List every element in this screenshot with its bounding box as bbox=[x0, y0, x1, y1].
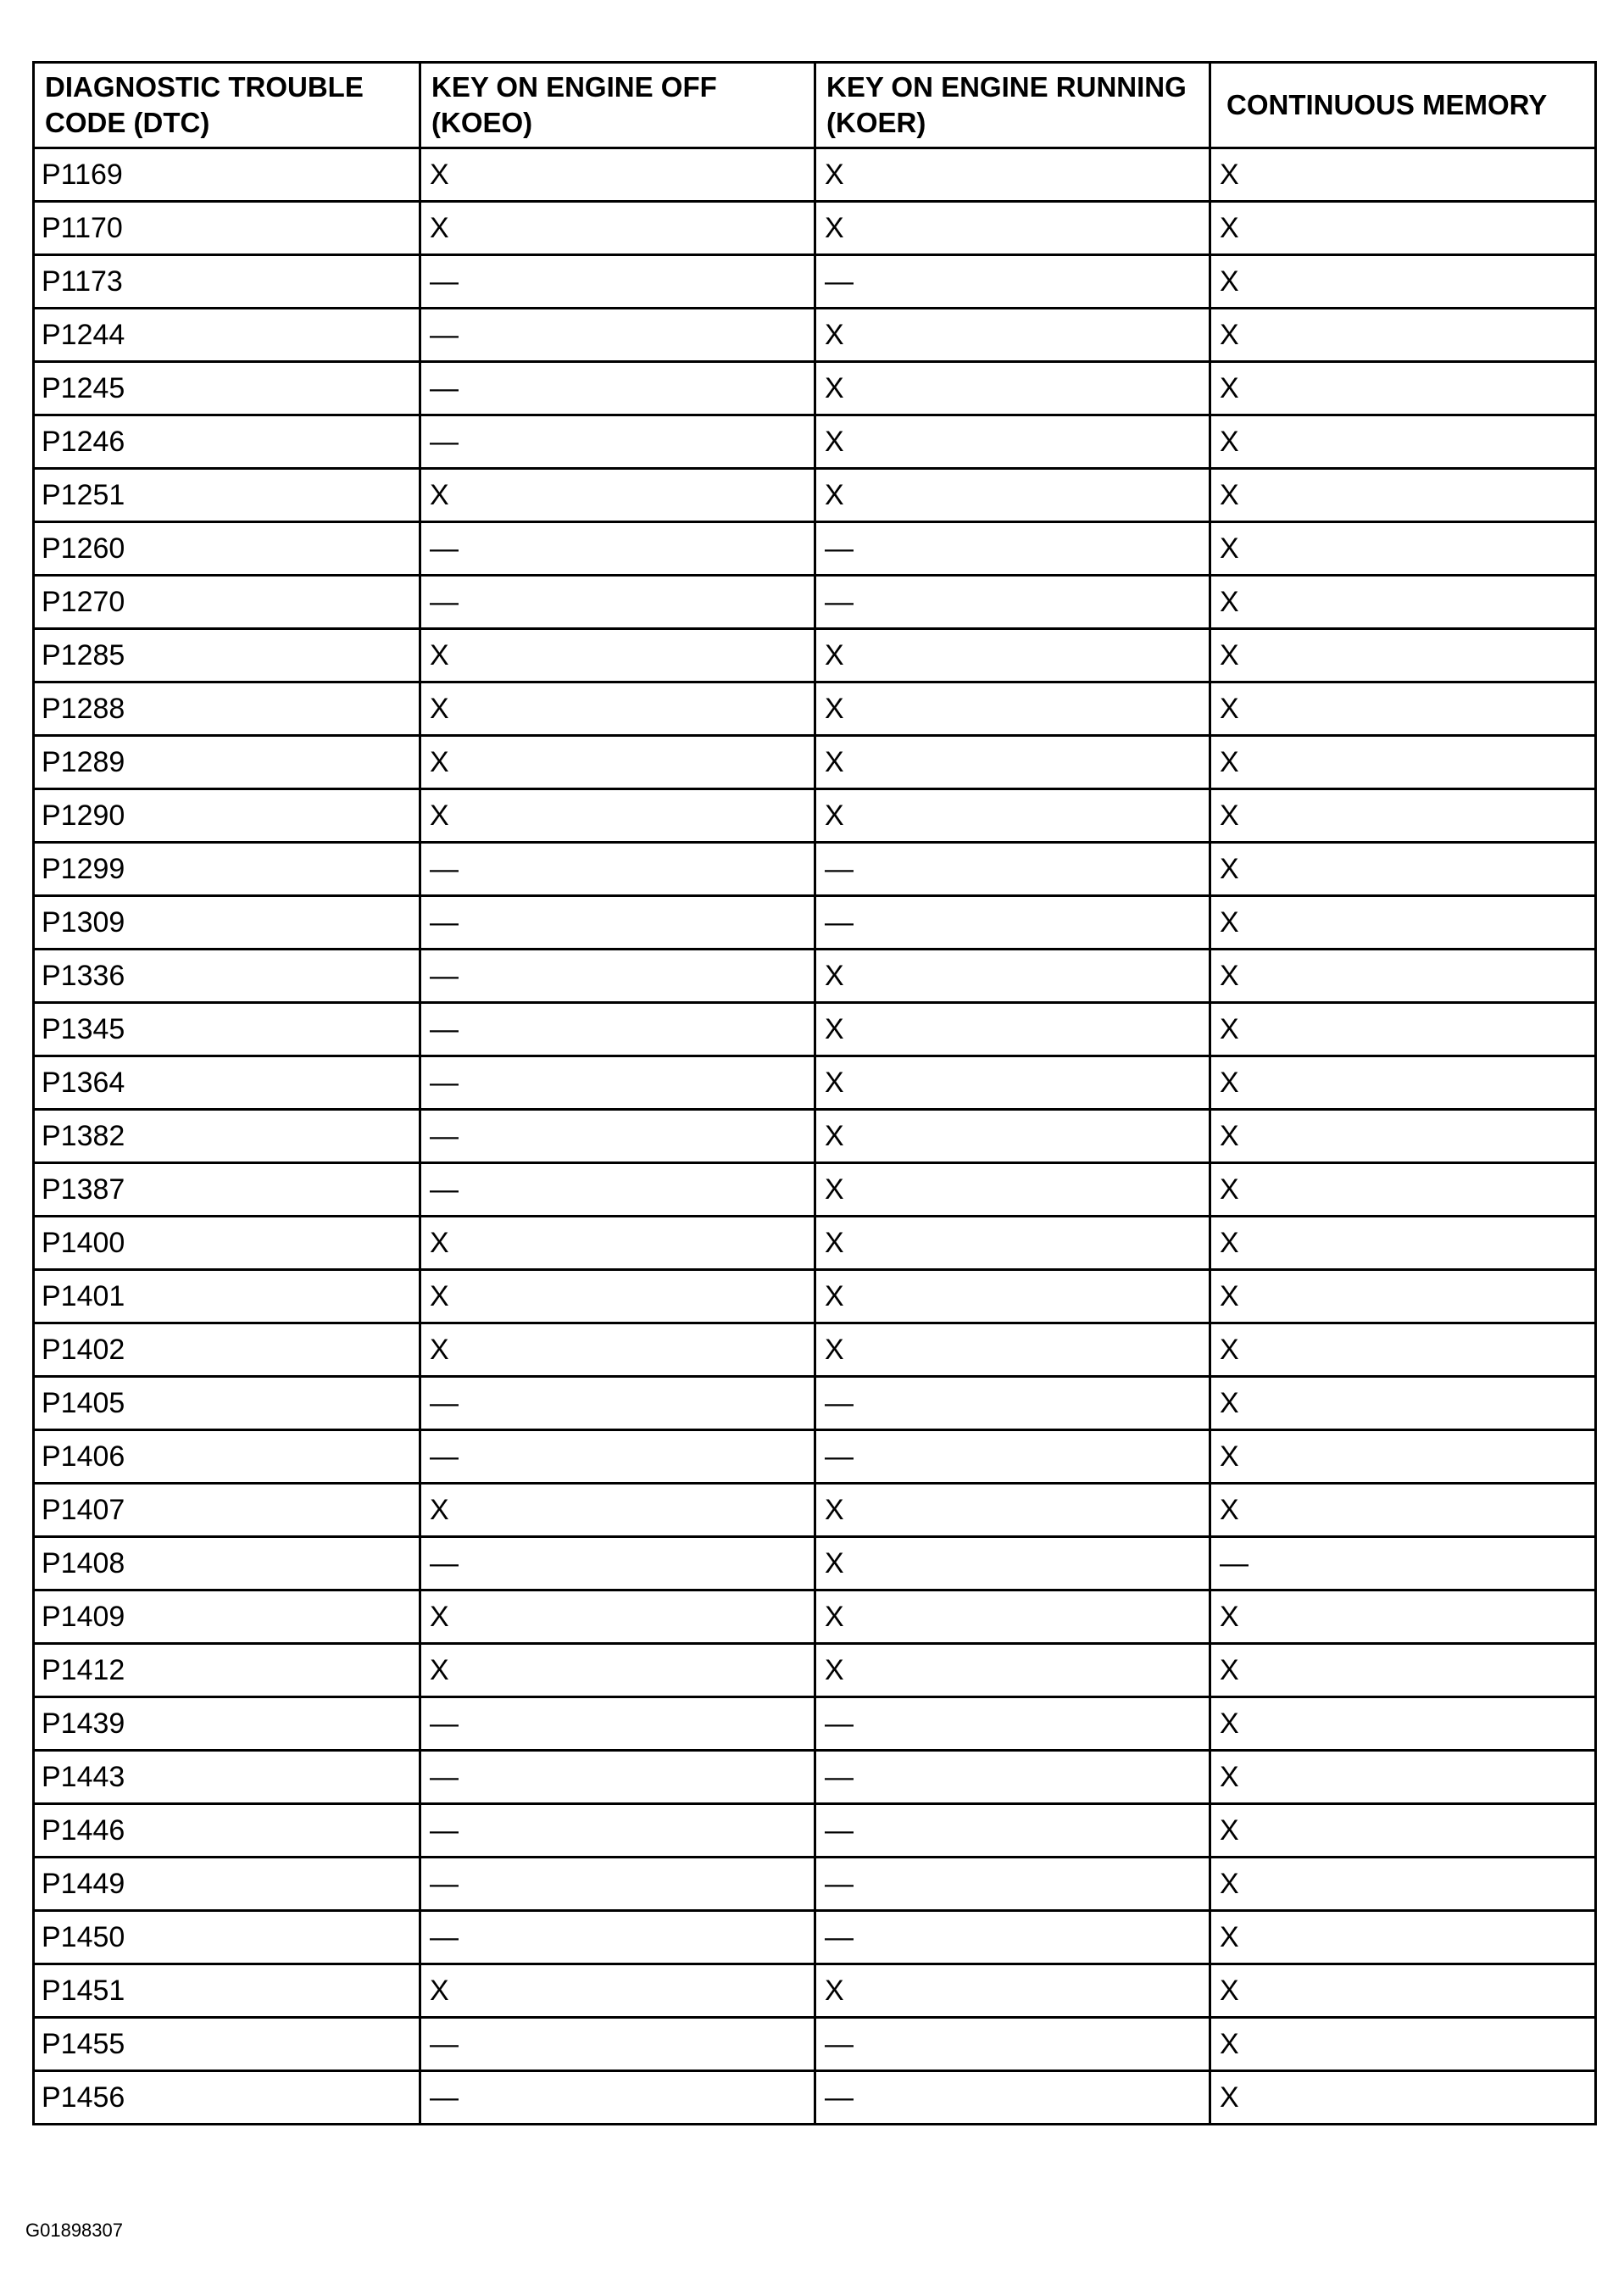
cell-dtc-code: P1408 bbox=[34, 1537, 420, 1590]
cell-koer: — bbox=[815, 843, 1210, 896]
table-row bbox=[34, 1590, 1596, 1644]
cell-dtc-code: P1251 bbox=[34, 469, 420, 522]
cell-continuous-memory: X bbox=[1210, 1697, 1596, 1751]
cell-continuous-memory: X bbox=[1210, 415, 1596, 469]
cell-continuous-memory: X bbox=[1210, 1430, 1596, 1484]
table-row bbox=[34, 362, 1596, 415]
cell-koeo: — bbox=[420, 1110, 815, 1163]
cell-koer: X bbox=[815, 950, 1210, 1003]
cell-dtc-code: P1173 bbox=[34, 255, 420, 309]
cell-koer: — bbox=[815, 1430, 1210, 1484]
cell-koer: X bbox=[815, 1964, 1210, 2018]
cell-dtc-code: P1345 bbox=[34, 1003, 420, 1056]
cell-dtc-code: P1336 bbox=[34, 950, 420, 1003]
table-row bbox=[34, 1484, 1596, 1537]
cell-dtc-code: P1407 bbox=[34, 1484, 420, 1537]
cell-koer: X bbox=[815, 148, 1210, 202]
cell-continuous-memory: X bbox=[1210, 1377, 1596, 1430]
table-row bbox=[34, 1110, 1596, 1163]
table-row bbox=[34, 1377, 1596, 1430]
cell-koer: — bbox=[815, 1804, 1210, 1858]
cell-koeo: — bbox=[420, 896, 815, 950]
cell-koer: X bbox=[815, 1003, 1210, 1056]
cell-koeo: X bbox=[420, 682, 815, 736]
cell-dtc-code: P1309 bbox=[34, 896, 420, 950]
table-row bbox=[34, 896, 1596, 950]
table-row bbox=[34, 1163, 1596, 1217]
cell-continuous-memory: X bbox=[1210, 576, 1596, 629]
header-continuous-memory: CONTINUOUS MEMORY bbox=[1210, 63, 1596, 148]
table-row bbox=[34, 629, 1596, 682]
cell-dtc-code: P1289 bbox=[34, 736, 420, 789]
cell-continuous-memory: X bbox=[1210, 950, 1596, 1003]
table-row bbox=[34, 202, 1596, 255]
table-row bbox=[34, 1964, 1596, 2018]
header-dtc: DIAGNOSTIC TROUBLE CODE (DTC) bbox=[34, 63, 420, 148]
cell-continuous-memory: X bbox=[1210, 1484, 1596, 1537]
table-row bbox=[34, 1003, 1596, 1056]
table-row bbox=[34, 1751, 1596, 1804]
cell-koer: X bbox=[815, 1217, 1210, 1270]
cell-dtc-code: P1455 bbox=[34, 2018, 420, 2071]
cell-dtc-code: P1450 bbox=[34, 1911, 420, 1964]
cell-continuous-memory: X bbox=[1210, 1056, 1596, 1110]
table-row bbox=[34, 255, 1596, 309]
cell-dtc-code: P1169 bbox=[34, 148, 420, 202]
cell-koeo: X bbox=[420, 736, 815, 789]
cell-dtc-code: P1401 bbox=[34, 1270, 420, 1323]
cell-koeo: X bbox=[420, 1644, 815, 1697]
table-row bbox=[34, 309, 1596, 362]
cell-koeo: — bbox=[420, 1430, 815, 1484]
cell-koer: X bbox=[815, 1644, 1210, 1697]
cell-dtc-code: P1270 bbox=[34, 576, 420, 629]
cell-continuous-memory: X bbox=[1210, 1858, 1596, 1911]
cell-dtc-code: P1402 bbox=[34, 1323, 420, 1377]
table-row bbox=[34, 415, 1596, 469]
cell-continuous-memory: X bbox=[1210, 1217, 1596, 1270]
cell-koer: X bbox=[815, 1323, 1210, 1377]
cell-koeo: — bbox=[420, 576, 815, 629]
cell-continuous-memory: X bbox=[1210, 1003, 1596, 1056]
cell-koeo: — bbox=[420, 309, 815, 362]
cell-koeo: — bbox=[420, 2018, 815, 2071]
cell-koer: X bbox=[815, 362, 1210, 415]
cell-koeo: X bbox=[420, 469, 815, 522]
cell-dtc-code: P1439 bbox=[34, 1697, 420, 1751]
cell-continuous-memory: X bbox=[1210, 148, 1596, 202]
cell-continuous-memory: X bbox=[1210, 1270, 1596, 1323]
cell-continuous-memory: X bbox=[1210, 522, 1596, 576]
cell-koeo: — bbox=[420, 1003, 815, 1056]
cell-dtc-code: P1451 bbox=[34, 1964, 420, 2018]
cell-koeo: — bbox=[420, 1804, 815, 1858]
cell-koer: X bbox=[815, 1484, 1210, 1537]
table-row bbox=[34, 1323, 1596, 1377]
cell-continuous-memory: X bbox=[1210, 682, 1596, 736]
cell-koer: X bbox=[815, 1270, 1210, 1323]
cell-continuous-memory: X bbox=[1210, 255, 1596, 309]
cell-koer: — bbox=[815, 1377, 1210, 1430]
cell-koeo: — bbox=[420, 522, 815, 576]
cell-dtc-code: P1246 bbox=[34, 415, 420, 469]
cell-koeo: — bbox=[420, 1751, 815, 1804]
header-koer: KEY ON ENGINE RUNNING (KOER) bbox=[815, 63, 1210, 148]
cell-dtc-code: P1244 bbox=[34, 309, 420, 362]
cell-dtc-code: P1382 bbox=[34, 1110, 420, 1163]
cell-koer: — bbox=[815, 1697, 1210, 1751]
cell-koeo: X bbox=[420, 148, 815, 202]
table-row bbox=[34, 1911, 1596, 1964]
cell-dtc-code: P1400 bbox=[34, 1217, 420, 1270]
table-row bbox=[34, 576, 1596, 629]
cell-koer: X bbox=[815, 309, 1210, 362]
cell-continuous-memory: X bbox=[1210, 1911, 1596, 1964]
cell-koeo: — bbox=[420, 950, 815, 1003]
table-row bbox=[34, 469, 1596, 522]
cell-continuous-memory: X bbox=[1210, 202, 1596, 255]
table-row bbox=[34, 682, 1596, 736]
cell-continuous-memory: X bbox=[1210, 896, 1596, 950]
cell-continuous-memory: X bbox=[1210, 1163, 1596, 1217]
table-row bbox=[34, 1858, 1596, 1911]
cell-koeo: X bbox=[420, 789, 815, 843]
table-header bbox=[34, 63, 1596, 148]
cell-continuous-memory: X bbox=[1210, 629, 1596, 682]
cell-koer: — bbox=[815, 255, 1210, 309]
cell-koeo: — bbox=[420, 1537, 815, 1590]
cell-koer: — bbox=[815, 1858, 1210, 1911]
cell-dtc-code: P1285 bbox=[34, 629, 420, 682]
cell-koer: — bbox=[815, 522, 1210, 576]
cell-continuous-memory: X bbox=[1210, 843, 1596, 896]
cell-continuous-memory: X bbox=[1210, 309, 1596, 362]
cell-koer: X bbox=[815, 1163, 1210, 1217]
cell-koer: X bbox=[815, 629, 1210, 682]
cell-koer: — bbox=[815, 1751, 1210, 1804]
cell-koeo: X bbox=[420, 1270, 815, 1323]
cell-continuous-memory: X bbox=[1210, 362, 1596, 415]
table-row bbox=[34, 1056, 1596, 1110]
cell-koeo: — bbox=[420, 2071, 815, 2125]
cell-continuous-memory: X bbox=[1210, 469, 1596, 522]
cell-koer: X bbox=[815, 469, 1210, 522]
table-row bbox=[34, 1644, 1596, 1697]
cell-continuous-memory: — bbox=[1210, 1537, 1596, 1590]
dtc-table bbox=[32, 61, 1597, 2125]
cell-continuous-memory: X bbox=[1210, 1964, 1596, 2018]
table-row bbox=[34, 843, 1596, 896]
cell-koeo: — bbox=[420, 1056, 815, 1110]
cell-continuous-memory: X bbox=[1210, 1804, 1596, 1858]
cell-continuous-memory: X bbox=[1210, 1751, 1596, 1804]
cell-koeo: — bbox=[420, 843, 815, 896]
cell-continuous-memory: X bbox=[1210, 1110, 1596, 1163]
cell-koer: X bbox=[815, 1590, 1210, 1644]
cell-dtc-code: P1443 bbox=[34, 1751, 420, 1804]
cell-dtc-code: P1456 bbox=[34, 2071, 420, 2125]
table-row bbox=[34, 1217, 1596, 1270]
cell-koeo: — bbox=[420, 1858, 815, 1911]
cell-koeo: — bbox=[420, 362, 815, 415]
cell-dtc-code: P1449 bbox=[34, 1858, 420, 1911]
header-koeo: KEY ON ENGINE OFF (KOEO) bbox=[420, 63, 815, 148]
table-row bbox=[34, 2018, 1596, 2071]
cell-dtc-code: P1387 bbox=[34, 1163, 420, 1217]
cell-continuous-memory: X bbox=[1210, 789, 1596, 843]
table-row bbox=[34, 789, 1596, 843]
cell-koer: X bbox=[815, 736, 1210, 789]
table-row bbox=[34, 1697, 1596, 1751]
cell-koer: — bbox=[815, 2071, 1210, 2125]
cell-koer: X bbox=[815, 1110, 1210, 1163]
cell-koer: X bbox=[815, 682, 1210, 736]
cell-koeo: — bbox=[420, 1911, 815, 1964]
table-row bbox=[34, 2071, 1596, 2125]
cell-koer: — bbox=[815, 576, 1210, 629]
cell-koer: X bbox=[815, 202, 1210, 255]
header-row bbox=[34, 63, 1596, 148]
cell-dtc-code: P1245 bbox=[34, 362, 420, 415]
cell-koer: X bbox=[815, 1056, 1210, 1110]
cell-dtc-code: P1405 bbox=[34, 1377, 420, 1430]
cell-koeo: X bbox=[420, 1590, 815, 1644]
cell-dtc-code: P1288 bbox=[34, 682, 420, 736]
cell-dtc-code: P1364 bbox=[34, 1056, 420, 1110]
cell-koeo: X bbox=[420, 1217, 815, 1270]
cell-koeo: — bbox=[420, 1377, 815, 1430]
table-row bbox=[34, 148, 1596, 202]
figure-id: G01898307 bbox=[25, 2220, 123, 2241]
table-row bbox=[34, 1430, 1596, 1484]
table-row bbox=[34, 736, 1596, 789]
cell-dtc-code: P1290 bbox=[34, 789, 420, 843]
cell-koeo: — bbox=[420, 1697, 815, 1751]
cell-continuous-memory: X bbox=[1210, 1644, 1596, 1697]
table-row bbox=[34, 1804, 1596, 1858]
cell-koeo: X bbox=[420, 1964, 815, 2018]
cell-koer: — bbox=[815, 896, 1210, 950]
table-row bbox=[34, 1270, 1596, 1323]
cell-koeo: — bbox=[420, 415, 815, 469]
cell-continuous-memory: X bbox=[1210, 1323, 1596, 1377]
cell-continuous-memory: X bbox=[1210, 2071, 1596, 2125]
cell-koeo: X bbox=[420, 202, 815, 255]
cell-koer: — bbox=[815, 2018, 1210, 2071]
cell-dtc-code: P1170 bbox=[34, 202, 420, 255]
cell-koeo: X bbox=[420, 629, 815, 682]
cell-koeo: X bbox=[420, 1484, 815, 1537]
table-row bbox=[34, 1537, 1596, 1590]
table-row bbox=[34, 522, 1596, 576]
table-row bbox=[34, 950, 1596, 1003]
cell-koer: X bbox=[815, 415, 1210, 469]
cell-dtc-code: P1409 bbox=[34, 1590, 420, 1644]
cell-continuous-memory: X bbox=[1210, 736, 1596, 789]
table-body bbox=[34, 148, 1596, 2125]
cell-continuous-memory: X bbox=[1210, 1590, 1596, 1644]
cell-dtc-code: P1406 bbox=[34, 1430, 420, 1484]
cell-koeo: — bbox=[420, 255, 815, 309]
cell-dtc-code: P1299 bbox=[34, 843, 420, 896]
cell-koer: X bbox=[815, 789, 1210, 843]
cell-dtc-code: P1260 bbox=[34, 522, 420, 576]
cell-koeo: X bbox=[420, 1323, 815, 1377]
cell-koer: — bbox=[815, 1911, 1210, 1964]
cell-koeo: — bbox=[420, 1163, 815, 1217]
cell-dtc-code: P1412 bbox=[34, 1644, 420, 1697]
cell-dtc-code: P1446 bbox=[34, 1804, 420, 1858]
cell-koer: X bbox=[815, 1537, 1210, 1590]
cell-continuous-memory: X bbox=[1210, 2018, 1596, 2071]
